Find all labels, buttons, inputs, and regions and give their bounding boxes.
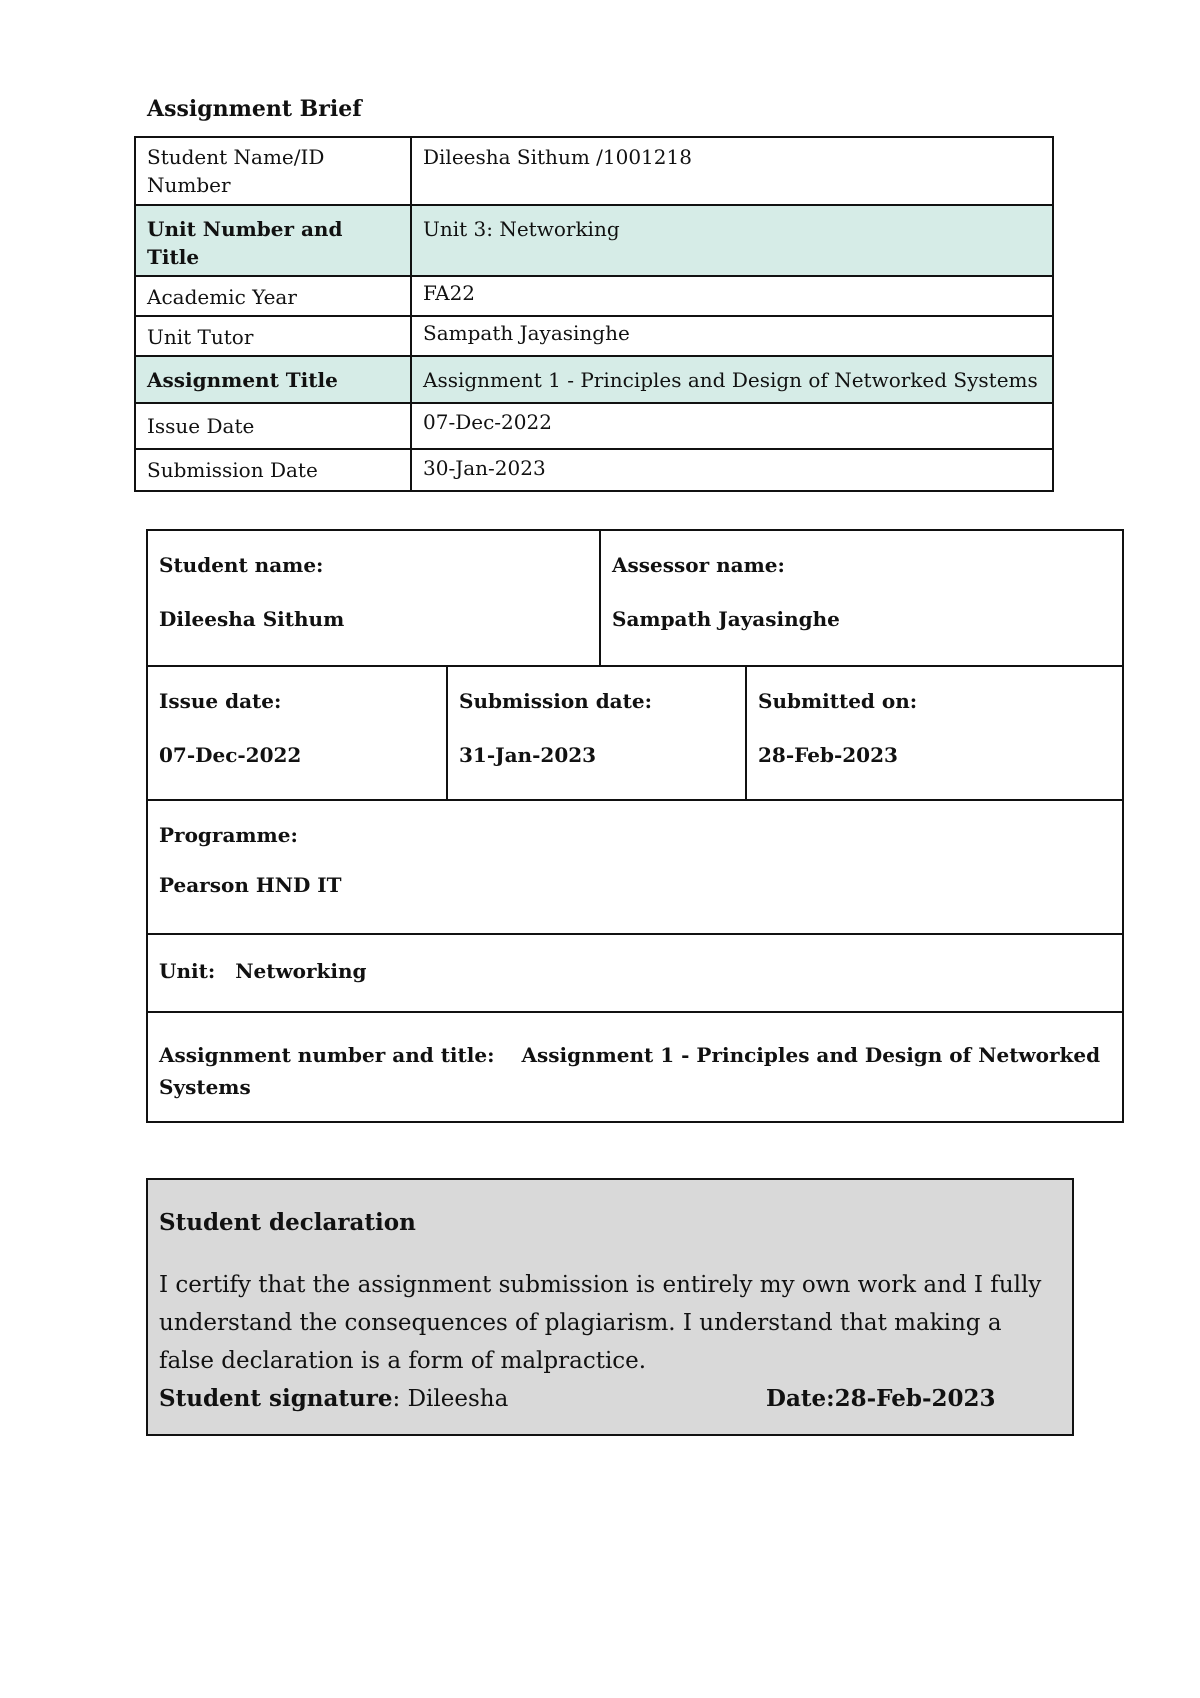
signature-value: : Dileesha (392, 1386, 509, 1412)
submission-date-value-2: 31-Jan-2023 (459, 743, 597, 767)
brief-row-student (135, 137, 1053, 205)
student-name-label: Student name: (159, 553, 324, 577)
student-declaration-box (146, 1178, 1074, 1436)
submitted-on-cell (745, 667, 1122, 799)
unit-number-title-value: Unit 3: Networking (411, 205, 1053, 276)
assignment-title-label: Assignment Title (135, 356, 411, 403)
assessor-name-value: Sampath Jayasinghe (612, 607, 840, 631)
programme-value: Pearson HND IT (159, 873, 342, 897)
declaration-title: Student declaration (159, 1209, 416, 1236)
submission-date-cell (446, 667, 745, 799)
brief-row-title (135, 356, 1053, 403)
issue-date-value-2: 07-Dec-2022 (159, 743, 302, 767)
declaration-date-label: Date: (766, 1385, 835, 1412)
dates-row (148, 665, 1122, 799)
assignment-number-title-value: Assignment 1 - Principles and Design of Networked Systems (159, 1043, 1101, 1099)
programme-cell (148, 801, 1122, 933)
assignment-title-value: Assignment 1 - Principles and Design of Networked Systems (411, 356, 1053, 403)
signature-label: Student signature (159, 1385, 393, 1412)
assignment-brief-heading: Assignment Brief (147, 96, 362, 122)
assignment-brief-table (134, 136, 1054, 492)
unit-label: Unit: (159, 959, 216, 983)
unit-tutor-label: Unit Tutor (135, 316, 411, 356)
brief-row-unit (135, 205, 1053, 276)
student-name-value: Dileesha Sithum (159, 607, 345, 631)
student-name-cell (148, 531, 599, 665)
submitted-on-label: Submitted on: (758, 689, 918, 713)
declaration-date (766, 1380, 996, 1418)
unit-cell (148, 935, 1122, 1011)
unit-tutor-value: Sampath Jayasinghe (411, 316, 1053, 356)
programme-row (148, 799, 1122, 933)
names-row (148, 531, 1122, 665)
student-name-id-label: Student Name/ID Number (135, 137, 411, 205)
brief-row-submission (135, 449, 1053, 491)
submission-date-label-2: Submission date: (459, 689, 652, 713)
submission-date-label: Submission Date (135, 449, 411, 491)
issue-date-value: 07-Dec-2022 (411, 403, 1053, 449)
assignment-cell (148, 1013, 1122, 1121)
declaration-text: I certify that the assignment submission is entirely my own work and I fully understand the consequences of plagiarism. I understand that making a false declaration is a form of malpractice. (159, 1272, 1042, 1374)
brief-row-issue (135, 403, 1053, 449)
issue-date-label: Issue Date (135, 403, 411, 449)
submission-details-table (146, 529, 1124, 1123)
programme-label: Programme: (159, 823, 298, 847)
student-name-id-value: Dileesha Sithum /1001218 (411, 137, 1053, 205)
signature-line (159, 1380, 1061, 1418)
academic-year-label: Academic Year (135, 276, 411, 316)
issue-date-label-2: Issue date: (159, 689, 282, 713)
submission-date-value: 30-Jan-2023 (411, 449, 1053, 491)
unit-number-title-label: Unit Number and Title (135, 205, 411, 276)
unit-value: Networking (235, 959, 367, 983)
brief-row-tutor (135, 316, 1053, 356)
assessor-name-cell (599, 531, 1122, 665)
declaration-date-value: 28-Feb-2023 (834, 1385, 996, 1412)
unit-row (148, 933, 1122, 1011)
assignment-number-title-label: Assignment number and title: (159, 1043, 495, 1067)
brief-row-year (135, 276, 1053, 316)
assessor-name-label: Assessor name: (612, 553, 785, 577)
issue-date-cell (148, 667, 446, 799)
submitted-on-value: 28-Feb-2023 (758, 743, 898, 767)
academic-year-value: FA22 (411, 276, 1053, 316)
assignment-row (148, 1011, 1122, 1121)
